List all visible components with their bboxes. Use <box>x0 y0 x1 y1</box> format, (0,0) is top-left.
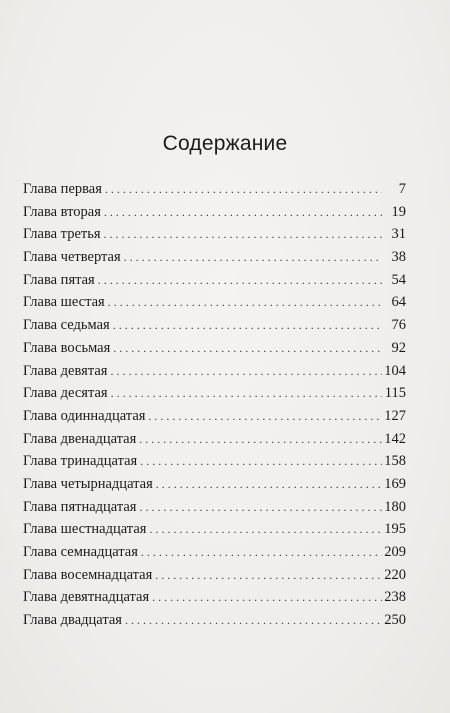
toc-entry <box>23 223 406 246</box>
toc-entry-page: 158 <box>384 453 406 470</box>
toc-entry-page: 220 <box>384 566 406 583</box>
dot-leader <box>149 518 382 541</box>
toc-entry-page: 209 <box>384 544 406 560</box>
toc-entry-page: 142 <box>384 430 406 447</box>
toc-entry <box>23 201 406 224</box>
dot-leader <box>110 360 382 383</box>
dot-leader <box>104 223 383 246</box>
dot-leader <box>140 450 382 473</box>
toc-entry <box>23 428 406 451</box>
toc-entry <box>23 609 406 632</box>
dot-leader <box>124 246 382 269</box>
toc-entry-page: 38 <box>391 249 406 266</box>
toc-entry-page: 64 <box>391 294 406 311</box>
toc-entry-label: Глава вторая <box>23 203 101 220</box>
toc-entry <box>23 246 406 269</box>
toc-entry-page: 104 <box>384 362 406 379</box>
toc-entry-label: Глава семнадцатая <box>23 544 138 560</box>
dot-leader <box>111 382 382 405</box>
toc-entry-label: Глава шестая <box>23 294 105 311</box>
dot-leader <box>141 541 382 564</box>
toc-entry-label: Глава пятнадцатая <box>23 498 137 515</box>
toc-entry <box>23 518 406 541</box>
toc-entry-label: Глава шестнадцатая <box>23 521 147 538</box>
dot-leader <box>152 586 382 609</box>
page-title: Содержание <box>162 132 288 155</box>
toc-entry <box>23 314 406 337</box>
toc-entry-label: Глава восьмая <box>23 339 111 356</box>
toc-entry-label: Глава третья <box>23 226 101 243</box>
toc-entry <box>23 382 406 405</box>
toc-entry-label: Глава девятнадцатая <box>23 589 150 606</box>
toc-entry-label: Глава четвертая <box>23 249 121 266</box>
toc-entry-label: Глава девятая <box>23 362 108 379</box>
dot-leader <box>113 314 382 337</box>
toc-entry-page: 115 <box>384 385 406 402</box>
dot-leader <box>148 405 382 428</box>
toc-entry <box>23 405 406 428</box>
toc-entry-page: 238 <box>384 589 406 606</box>
toc-entry-label: Глава двадцатая <box>23 612 122 629</box>
toc-entry <box>23 291 406 314</box>
toc-entry-label: Глава первая <box>23 181 102 197</box>
dot-leader <box>125 609 382 632</box>
toc-entry-page: 169 <box>384 475 406 492</box>
toc-entry-label: Глава десятая <box>23 385 108 402</box>
toc-entry <box>23 496 406 519</box>
toc-entry-page: 180 <box>384 498 406 515</box>
toc-entry <box>23 337 406 360</box>
toc-entry-page: 76 <box>391 317 406 334</box>
toc-entry-page: 31 <box>391 226 406 243</box>
toc-entry-label: Глава одиннадцатая <box>23 407 146 424</box>
toc-entry <box>23 586 406 609</box>
toc-entry-page: 7 <box>398 181 406 197</box>
dot-leader <box>113 337 382 360</box>
toc-entry-page: 54 <box>391 271 406 288</box>
toc-entry <box>23 360 406 383</box>
toc-entry <box>23 473 406 496</box>
toc-entry <box>23 178 406 201</box>
dot-leader <box>139 496 382 519</box>
table-of-contents <box>23 178 406 632</box>
toc-entry-page: 195 <box>384 521 406 538</box>
toc-entry-label: Глава тринадцатая <box>23 453 138 470</box>
toc-entry-label: Глава восемнадцатая <box>23 566 153 583</box>
dot-leader <box>156 473 382 496</box>
toc-entry-label: Глава четырнадцатая <box>23 475 153 492</box>
toc-entry <box>23 450 406 473</box>
toc-entry-page: 19 <box>391 203 406 220</box>
toc-entry-page: 250 <box>384 612 406 629</box>
dot-leader <box>105 178 382 201</box>
toc-entry-label: Глава пятая <box>23 271 95 288</box>
dot-leader <box>98 269 382 292</box>
toc-entry-label: Глава двенадцатая <box>23 430 137 447</box>
toc-entry <box>23 269 406 292</box>
dot-leader <box>139 428 382 451</box>
toc-entry-page: 127 <box>384 407 406 424</box>
toc-entry-page: 92 <box>391 339 406 356</box>
dot-leader <box>155 564 382 587</box>
dot-leader <box>104 201 382 224</box>
toc-entry-label: Глава седьмая <box>23 317 110 334</box>
dot-leader <box>108 291 382 314</box>
toc-entry <box>23 541 406 564</box>
toc-entry <box>23 564 406 587</box>
